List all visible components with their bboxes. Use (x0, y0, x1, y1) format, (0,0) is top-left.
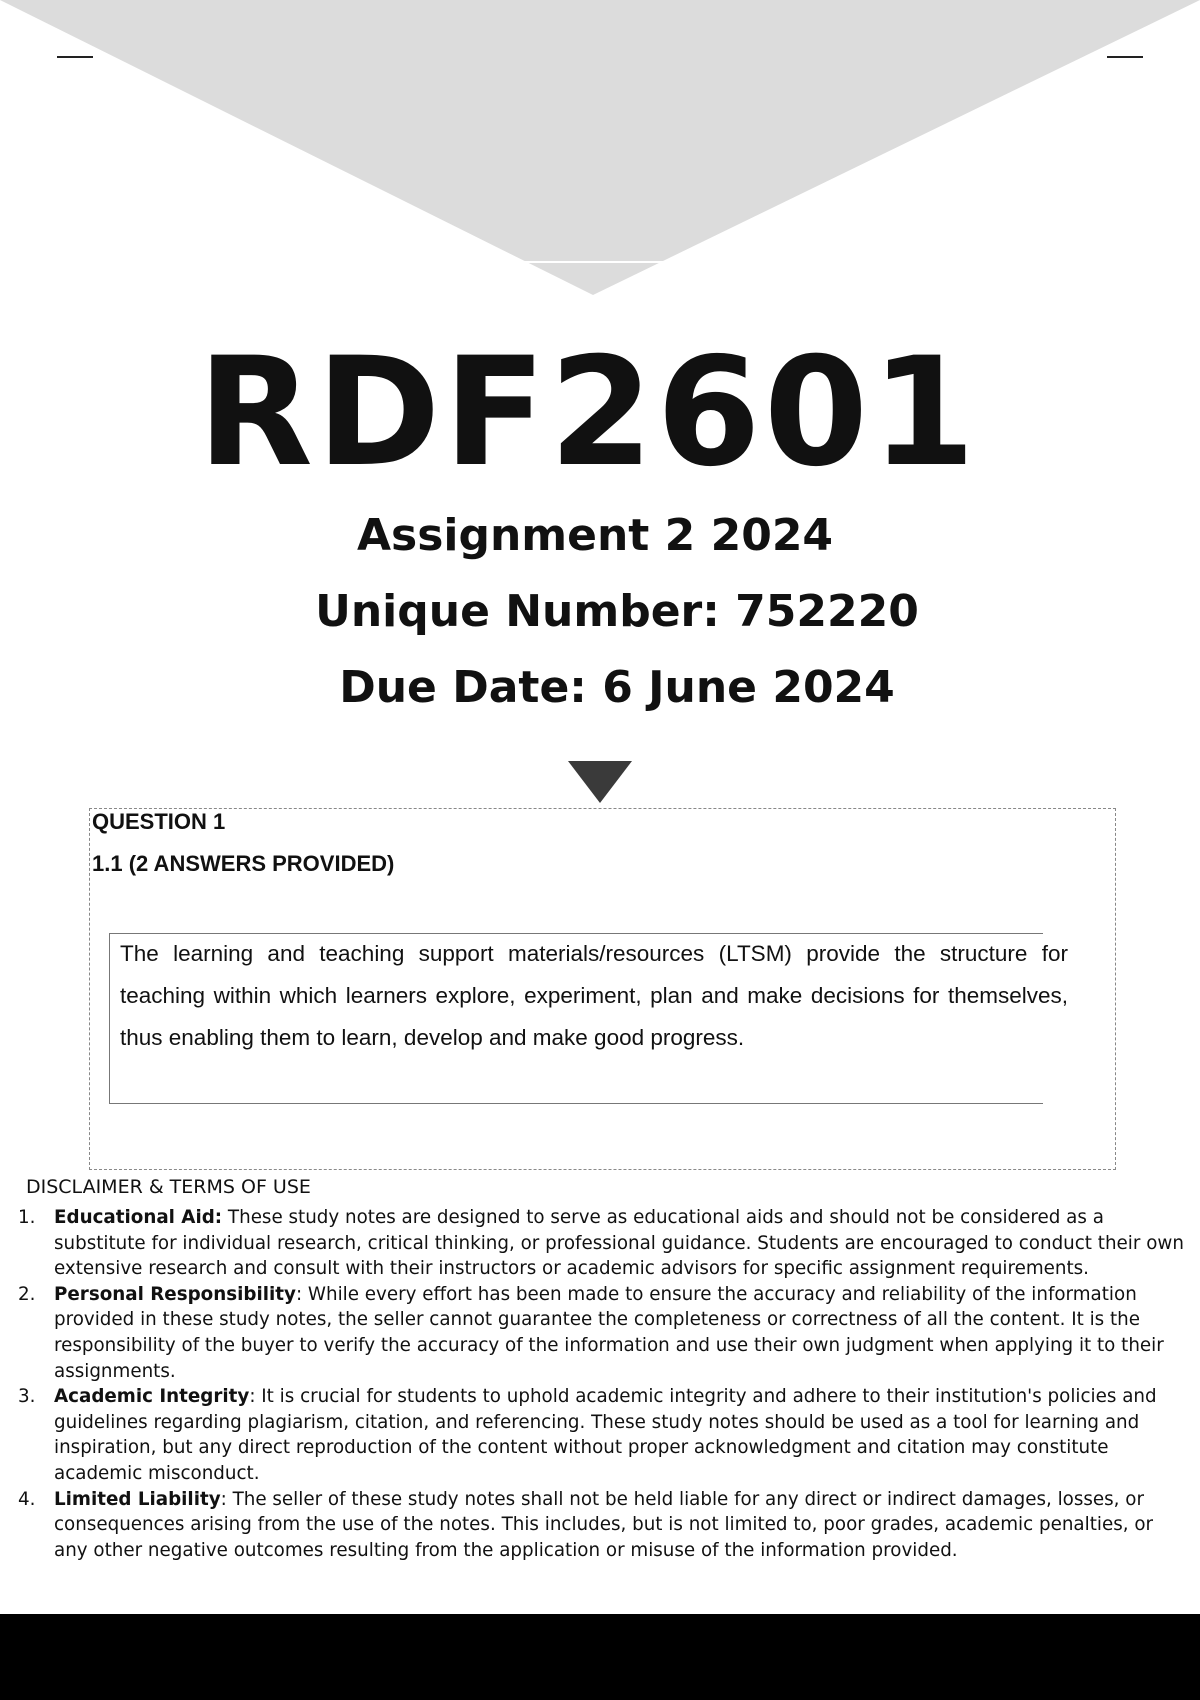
disclaimer-item-heading: Personal Responsibility (54, 1283, 296, 1305)
course-code-title: RDF2601 (197, 326, 979, 500)
unique-number: Unique Number: 752220 (315, 586, 919, 637)
corner-line-left (57, 56, 93, 58)
question-subtitle: 1.1 (2 ANSWERS PROVIDED) (92, 851, 395, 876)
question-section (89, 808, 1116, 1170)
disclaimer-item-heading: Academic Integrity (54, 1386, 250, 1408)
due-date: Due Date: 6 June 2024 (339, 662, 895, 713)
disclaimer-item-academic-integrity (0, 1384, 1200, 1486)
question-title: QUESTION 1 (92, 809, 226, 834)
disclaimer-item-limited-liability (0, 1487, 1200, 1564)
header-chevron-decoration (0, 0, 1200, 300)
list-number: 3. (18, 1386, 36, 1408)
down-arrow-icon (568, 761, 632, 803)
list-number: 1. (18, 1207, 36, 1228)
disclaimer-item-text: These study notes are designed to serve as educational aids and should not be considered as a substitute for individual research, critical thinking, or professional guidance. Students are encouraged to conduct their own extensive research and consult with their instructors or academic advisors for specific assignment requirements. (54, 1207, 1184, 1280)
assignment-title: Assignment 2 2024 (356, 510, 834, 561)
disclaimer-item-educational-aid (0, 1205, 1200, 1282)
bottom-bar (0, 1614, 1200, 1700)
list-number: 2. (18, 1283, 36, 1305)
disclaimer-title: DISCLAIMER & TERMS OF USE (26, 1176, 311, 1198)
disclaimer-list (0, 1205, 1200, 1563)
list-number: 4. (18, 1488, 36, 1510)
disclaimer-item-heading: Educational Aid: (54, 1207, 223, 1228)
corner-line-right (1107, 56, 1143, 58)
disclaimer-item-text: : While every effort has been made to ensure the accuracy and reliability of the information provided in these study notes, the seller cannot guarantee the completeness or correctness of all the content. It is the responsibility of the buyer to verify the accuracy of the information and use their own judgment when applying it to their assignments. (54, 1283, 1164, 1382)
disclaimer-item-text: : The seller of these study notes shall not be held liable for any direct or indirect damages, losses, or consequences arising from the use of the notes. This includes, but is not limited to, poor grades, academic penalties, or any other negative outcomes resulting from the application or misuse of the information provided. (54, 1488, 1154, 1561)
answer-text: The learning and teaching support materials/resources (LTSM) provide the structure for teaching within which learners explore, experiment, plan and make decisions for themselves, thus enabling them to learn, develop and make good progress. (120, 941, 1068, 1050)
disclaimer-item-personal-responsibility (0, 1282, 1200, 1384)
disclaimer-item-heading: Limited Liability (54, 1488, 221, 1510)
disclaimer-item-text: : It is crucial for students to uphold academic integrity and adhere to their institution's policies and guidelines regarding plagiarism, citation, and referencing. These study notes should be used as a tool for learning and inspiration, but any direct reproduction of the content without proper acknowledgment and citation may constitute academic misconduct. (54, 1386, 1157, 1484)
